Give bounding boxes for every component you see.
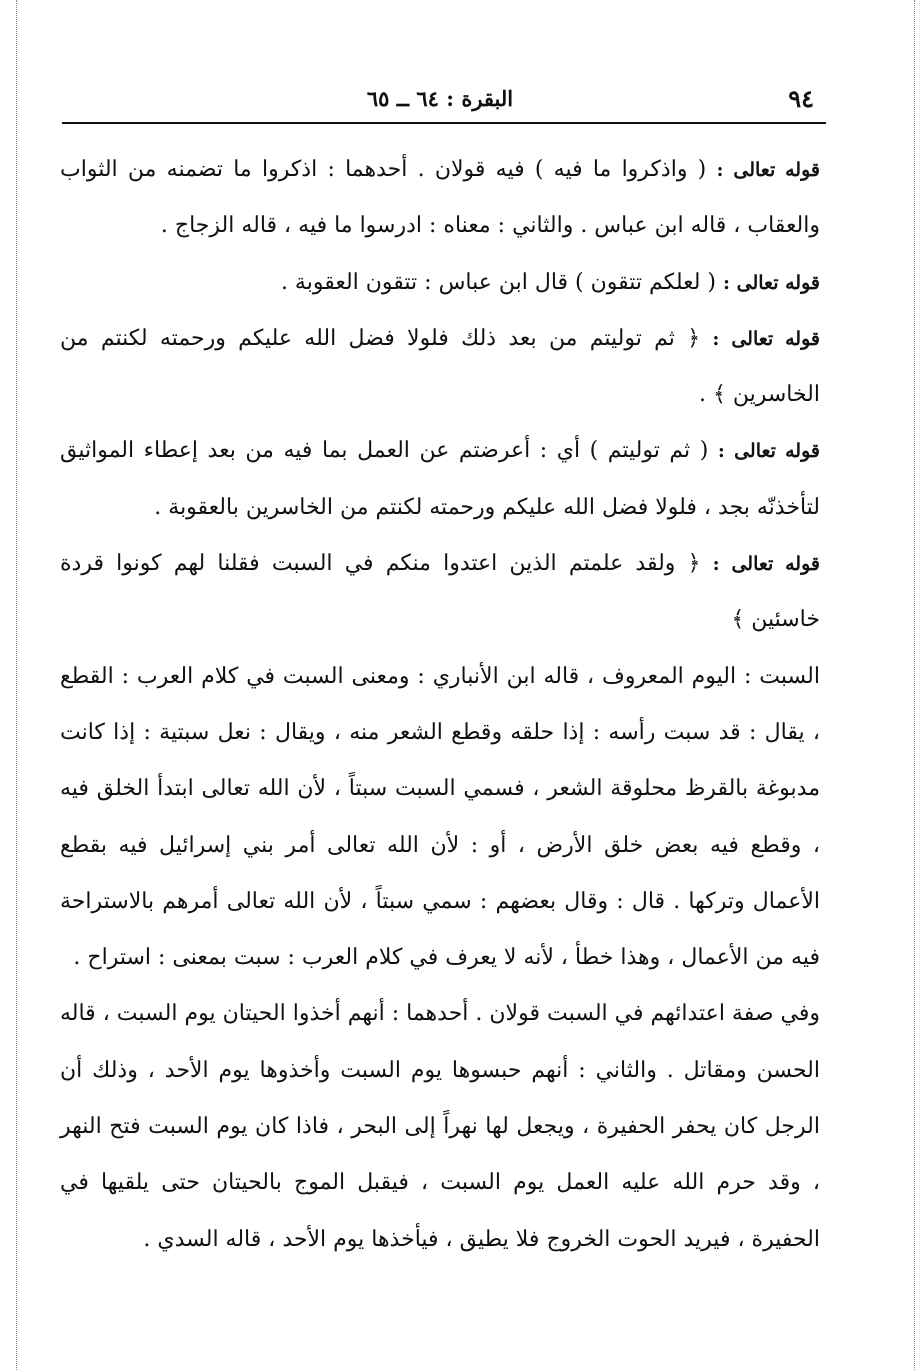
verse-lead: قوله تعالى :	[712, 553, 820, 576]
verse-lead: قوله تعالى :	[712, 327, 820, 350]
paragraph	[60, 255, 820, 311]
page-number: ٩٤	[788, 84, 814, 113]
page-body	[60, 142, 820, 1268]
verse-lead: قوله تعالى :	[716, 159, 820, 181]
page-header	[60, 80, 820, 120]
paragraph-text: ( ثم توليتم ) أي : أعرضتم عن العمل بما فيه من بعد إعطاء المواثيق لتأخذنّه بجد ، فلولا فضل الله عليكم ورحمته لكنتم من الخاسرين بالعقوبة .	[60, 438, 820, 520]
paragraph-text: ﴿ ولقد علمتم الذين اعتدوا منكم في السبت فقلنا لهم كونوا قردة خاسئين ﴾	[60, 551, 820, 633]
left-margin-dots	[16, 0, 17, 1370]
paragraph	[60, 311, 820, 424]
paragraph-text: ( واذكروا ما فيه ) فيه قولان . أحدهما : اذكروا ما تضمنه من الثواب والعقاب ، قاله ابن عباس . والثاني : معناه : ادرسوا ما فيه ، قاله الزجاج .	[60, 157, 820, 239]
paragraph	[60, 986, 820, 1267]
verse-lead: قوله تعالى :	[723, 271, 820, 294]
header-rule	[62, 122, 826, 124]
paragraph	[60, 649, 820, 987]
paragraph	[60, 536, 820, 649]
paragraph-text: السبت : اليوم المعروف ، قاله ابن الأنباري : ومعنى السبت في كلام العرب : القطع ، يقال : قد سبت رأسه : إذا حلقه وقطع الشعر منه ، ويقال : نعل سبتية : إذا كانت مدبوغة بالقرظ محلوقة الشعر ، فسمي السبت سبتاً ، لأن الله تعالى ابتدأ الخلق فيه ، وقطع فيه بعض خلق الأرض ، أو : لأن الله تعالى أمر بني إسرائيل فيه بقطع الأعمال وتركها . قال : وقال بعضهم : سمي سبتاً ، لأن الله تعالى أمرهم بالاستراحة فيه من الأعمال ، وهذا خطأ ، لأنه لا يعرف في كلام العرب : سبت بمعنى : استراح .	[60, 663, 820, 971]
verse-lead: قوله تعالى :	[717, 440, 820, 463]
paragraph	[60, 142, 820, 255]
paragraph-text: وفي صفة اعتدائهم في السبت قولان . أحدهما : أنهم أخذوا الحيتان يوم السبت ، قاله الحسن ومقاتل . والثاني : أنهم حبسوها يوم السبت وأخذوها يوم الأحد ، وذلك أن الرجل كان يحفر الحفيرة ، ويجعل لها نهراً إلى البحر ، فاذا كان يوم السبت فتح النهر ، وقد حرم الله عليه العمل يوم السبت ، فيقبل الموج بالحيتان حتى يلقيها في الحفيرة ، فيريد الحوت الخروج فلا يطيق ، فيأخذها يوم الأحد ، قاله السدي .	[59, 1001, 820, 1252]
right-margin-dots	[914, 0, 915, 1370]
paragraph-text: ( لعلكم تتقون ) قال ابن عباس : تتقون العقوبة .	[280, 269, 723, 295]
running-title: البقرة : ٦٤ ــ ٦٥	[366, 86, 514, 111]
paragraph-text: ﴿ ثم توليتم من بعد ذلك فلولا فضل الله عليكم ورحمته لكنتم من الخاسرين ﴾ .	[60, 325, 820, 408]
paragraph	[60, 423, 820, 536]
book-page	[59, 80, 820, 1252]
